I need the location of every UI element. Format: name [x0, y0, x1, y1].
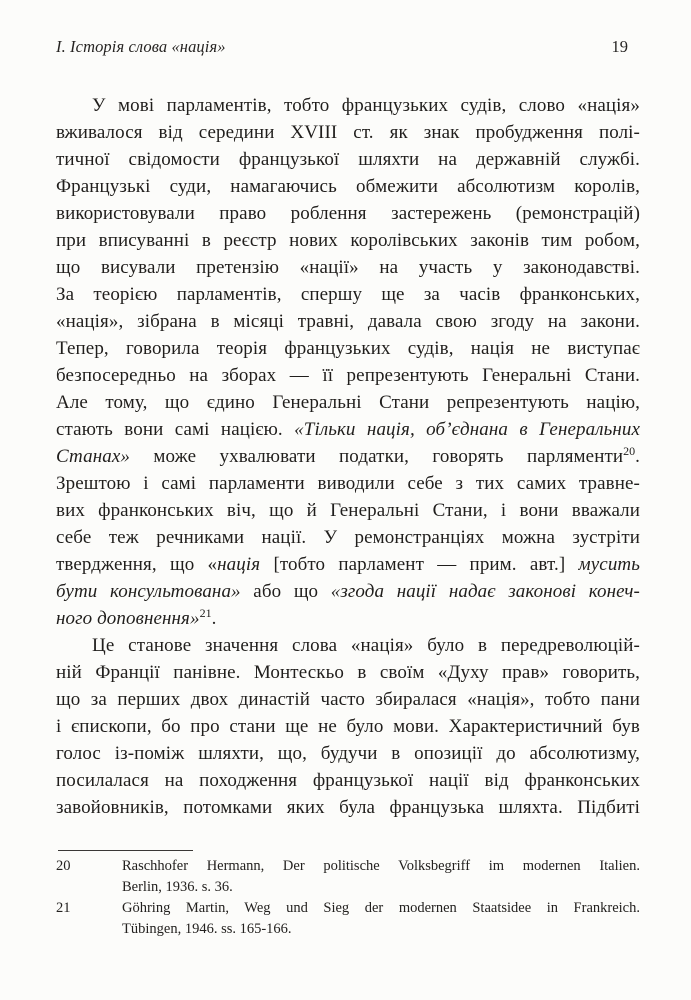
text-line: використовували право роблення застережень (ремонстрацій) — [56, 203, 640, 224]
footnote-ref: 20 — [623, 444, 636, 458]
footnote-line: Tübingen, 1946. ss. 165-166. — [122, 921, 292, 937]
footnote-line: Göhring Martin, Weg und Sieg der modernen Staatsidee in Frankreich. — [122, 900, 640, 916]
text-line: ного доповнення»$^{21}$. — [56, 606, 217, 629]
footnote-item — [56, 898, 640, 940]
footnote-divider — [58, 850, 193, 851]
paragraph — [56, 92, 640, 632]
text-line: твердження, що «нація [тобто парламент — прим. авт.] мусить — [56, 554, 640, 575]
text-line: ній Франції панівне. Монтескьо в своїм «Духу прав» говорить, — [56, 662, 640, 683]
text-line: безпосередньо на зборах — її репрезентують Генеральні Стани. — [56, 365, 640, 386]
text-line: голос із-поміж шляхти, що, будучи в опозиції до абсолютизму, — [56, 743, 640, 764]
text-line: при вписуванні в реєстр нових королівських законів тим робом, — [56, 230, 640, 251]
footnote-ref: 21 — [199, 606, 212, 620]
text-line: Це станове значення слова «нація» було в передреволюцій- — [92, 635, 640, 656]
text-line: посилалася на походження французької нації від франконських — [56, 770, 640, 791]
text-line: У мові парламентів, тобто французьких судів, слово «нація» — [92, 95, 640, 116]
footnote-number: 20 — [56, 858, 71, 874]
footnote-item — [56, 856, 640, 898]
text-line: Тепер, говорила теорія французьких судів, нація не виступає — [56, 338, 640, 359]
text-line: вживалося від середини XVIII ст. як знак пробудження полі- — [56, 122, 640, 143]
text-line: Станах» може ухвалювати податки, говорять парляменти$^{20}$. — [56, 444, 640, 467]
footnote-line: Berlin, 1936. s. 36. — [122, 879, 233, 895]
footnotes — [56, 856, 640, 940]
page-header — [56, 37, 635, 59]
paragraph — [56, 632, 640, 821]
text-line: стають вони самі нацією. «Тільки нація, об’єднана в Генеральних — [56, 419, 640, 440]
text-line: Зрештою і самі парламенти виводили себе з тих самих травне- — [56, 473, 640, 494]
footnote-text — [122, 856, 640, 898]
running-title: І. Історія слова «нація» — [56, 37, 226, 56]
text-line: Але тому, що єдино Генеральні Стани репрезентують націю, — [56, 392, 640, 413]
text-line: себе теж речниками нації. У ремонстранціях можна зустріти — [56, 527, 640, 548]
text-line: вих франконських віч, що й Генеральні Стани, і вони вважали — [56, 500, 640, 521]
page-number: 19 — [611, 37, 628, 56]
footnote-text — [122, 898, 640, 940]
text-line: що за перших двох династій часто збиралася «нація», тобто пани — [56, 689, 640, 710]
text-line: бути консультована» або що «згода нації надає законові конеч- — [56, 581, 640, 602]
text-line: що висували претензію «нації» на участь у законодавстві. — [56, 257, 640, 278]
text-line: і єпископи, бо про стани ще не було мови. Характеристичний був — [56, 716, 640, 737]
text-line: завойовників, потомками яких була французька шляхта. Підбиті — [56, 797, 640, 818]
footnote-number: 21 — [56, 900, 71, 916]
text-line: тичної свідомости французької шляхти на державній службі. — [56, 149, 640, 170]
footnote-line: Raschhofer Hermann, Der politische Volksbegriff im modernen Italien. — [122, 858, 640, 874]
body-text — [56, 92, 640, 821]
text-line: За теорією парламентів, спершу ще за часів франконських, — [56, 284, 640, 305]
text-line: «нація», зібрана в місяці травні, давала свою згоду на закони. — [56, 311, 640, 332]
text-line: Французькі суди, намагаючись обмежити абсолютизм королів, — [56, 176, 640, 197]
